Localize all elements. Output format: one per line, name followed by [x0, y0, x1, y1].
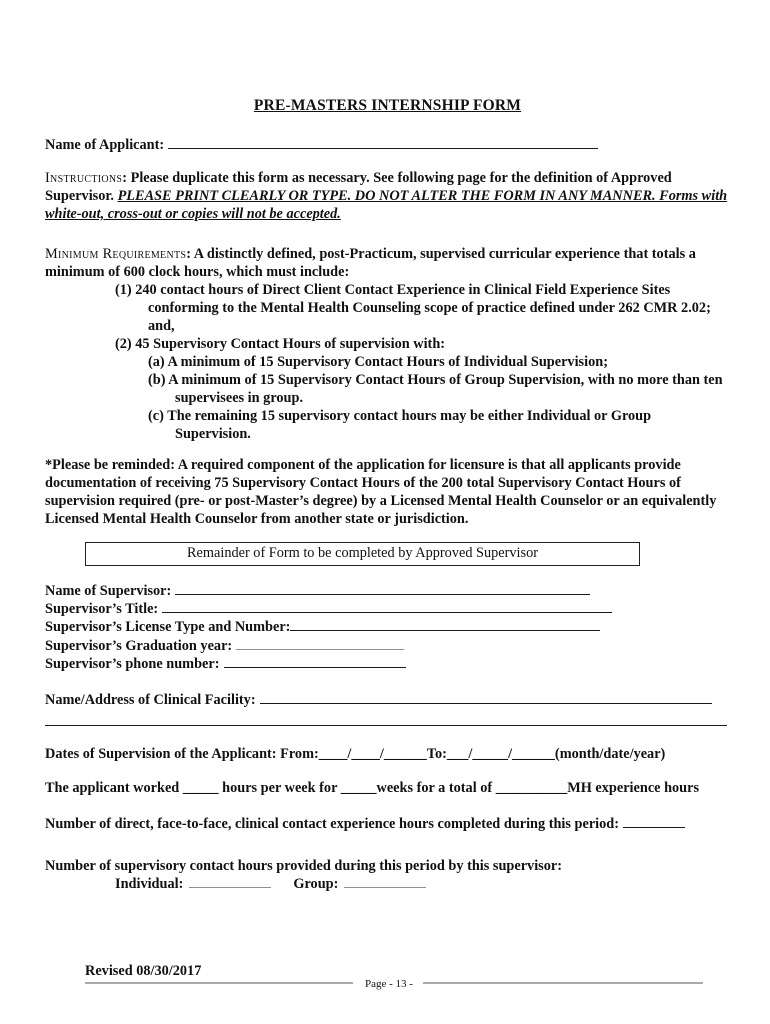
supervisor-phone-label: Supervisor’s phone number: [45, 655, 220, 672]
supervisor-license-label: Supervisor’s License Type and Number: [45, 619, 291, 636]
requirement-item-2 [45, 335, 730, 353]
supervisor-graduation-year-label: Supervisor’s Graduation year: [45, 637, 233, 654]
direct-contact-hours-row [45, 815, 730, 833]
applicant-name-input[interactable] [168, 136, 598, 149]
direct-contact-hours-input[interactable] [623, 815, 685, 828]
individual-hours-input[interactable] [189, 875, 271, 888]
supervisor-license-input[interactable] [290, 618, 600, 631]
applicant-worked-line: The applicant worked _____ hours per week for _____weeks for a total of __________MH experience hours [45, 780, 700, 797]
item-2-text: 45 Supervisory Contact Hours of supervision with: [135, 336, 446, 352]
clinical-facility-block [45, 691, 730, 726]
group-hours-input[interactable] [344, 875, 426, 888]
requirements-list [45, 281, 730, 443]
supervisor-section-banner [85, 542, 640, 566]
supervisor-phone-row [45, 655, 730, 673]
subitem-c-marker: (c) [148, 408, 164, 424]
supervisor-name-label: Name of Supervisor: [45, 583, 172, 599]
supervisor-title-row [45, 600, 730, 618]
applicant-name-label: Name of Applicant: [45, 137, 165, 153]
supervisory-hours-inputs-row [115, 875, 730, 893]
requirement-subitem-a [45, 353, 730, 371]
supervisor-name-input[interactable] [175, 582, 590, 595]
individual-hours-label: Individual: [115, 876, 184, 893]
supervisor-license-row [45, 618, 730, 636]
minimum-requirements-intro [45, 245, 730, 281]
instructions-paragraph [45, 169, 730, 223]
requirement-subitem-b [45, 371, 730, 407]
applicant-name-row [45, 136, 730, 154]
instructions-heading: Instructions [45, 170, 123, 186]
reminder-paragraph: *Please be reminded: A required component of the application for licensure is that all applicants provide documentation of receiving 75 Supervisory Contact Hours of the 200 total Supervisory Contact Hours of supervision required (pre- or post-Master’s degree) by a Licensed Mental Health Counselor or an equivalently Licensed Mental Health Counselor from another state or jurisdiction. [45, 457, 717, 527]
page-number-label: Page - 13 - [365, 978, 413, 990]
clinical-facility-row [45, 691, 730, 709]
supervisor-phone-input[interactable] [224, 655, 406, 668]
supervisor-graduation-year-input[interactable] [236, 637, 404, 650]
group-hours-label: Group: [293, 876, 339, 893]
supervisor-name-row [45, 582, 730, 600]
subitem-b-marker: (b) [148, 372, 166, 388]
subitem-a-text: A minimum of 15 Supervisory Contact Hours of Individual Supervision; [167, 354, 608, 370]
supervision-dates-line: Dates of Supervision of the Applicant: From:____/____/______To:___/_____/______(month/date/year) [45, 746, 666, 763]
minimum-requirements-heading: Minimum Requirements [45, 246, 187, 262]
supervisor-title-label: Supervisor’s Title: [45, 601, 159, 618]
instructions-emphasis-text: PLEASE PRINT CLEARLY OR TYPE. DO NOT ALTER THE FORM IN ANY MANNER. Forms with white-out, cross-out or copies will not be accepted. [45, 188, 728, 222]
supervisor-title-input[interactable] [162, 600, 612, 613]
supervisor-fields-block [45, 582, 730, 673]
subitem-c-text: The remaining 15 supervisory contact hours may be either Individual or Group Supervision. [167, 408, 652, 442]
item-1-marker: (1) [115, 282, 132, 298]
footer-rule [423, 981, 703, 984]
instructions-text: : Please duplicate this form as necessary. See following page for the definition of Approved Supervisor. [45, 170, 672, 204]
supervisory-hours-block [45, 857, 730, 893]
requirement-subitem-c [45, 407, 730, 443]
clinical-facility-input-line2[interactable] [45, 709, 727, 726]
item-2-marker: (2) [115, 336, 132, 352]
minimum-requirements-text: : A distinctly defined, post-Practicum, supervised curricular experience that totals a minimum of 600 clock hours, which must include: [45, 246, 696, 280]
supervisor-section-banner-text: Remainder of Form to be completed by Approved Supervisor [187, 545, 538, 561]
clinical-facility-label: Name/Address of Clinical Facility: [45, 692, 256, 709]
subitem-b-text: A minimum of 15 Supervisory Contact Hours of Group Supervision, with no more than ten supervisees in group. [168, 372, 723, 406]
page-title: PRE-MASTERS INTERNSHIP FORM [253, 97, 522, 114]
clinical-facility-input[interactable] [260, 691, 712, 704]
revised-date-label: Revised 08/30/2017 [85, 963, 353, 984]
subitem-a-marker: (a) [148, 354, 165, 370]
item-1-text: 240 contact hours of Direct Client Contact Experience in Clinical Field Experience Sites conforming to the Mental Health Counseling scope of practice defined under 262 CMR 2.02; and, [135, 282, 711, 334]
requirement-item-1 [45, 281, 730, 335]
page-footer [85, 963, 703, 990]
direct-contact-hours-label: Number of direct, face-to-face, clinical contact experience hours completed during this period: [45, 816, 620, 833]
supervisor-graduation-year-row [45, 637, 730, 655]
supervisory-hours-label: Number of supervisory contact hours provided during this period by this supervisor: [45, 858, 562, 875]
